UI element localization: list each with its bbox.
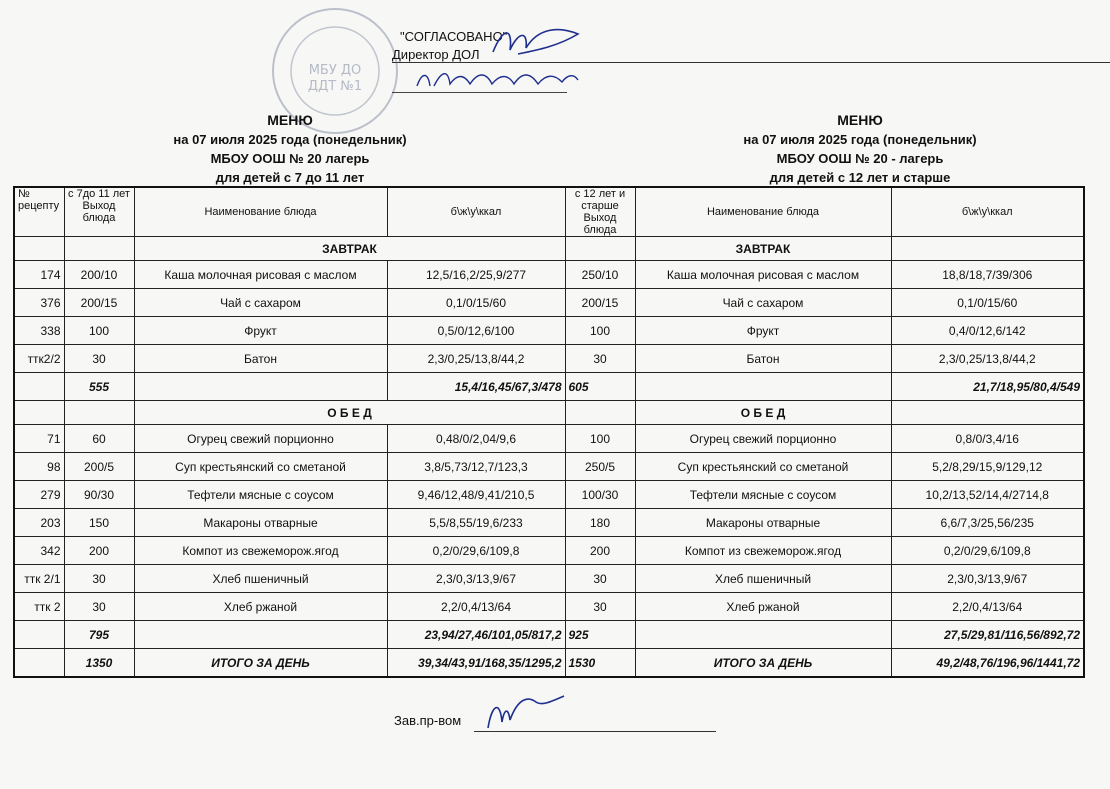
- yield-right: 200/15: [565, 289, 635, 317]
- nutrition-left: 0,2/0/29,6/109,8: [387, 537, 565, 565]
- breakfast-total-yield-left: 555: [64, 373, 134, 401]
- dish-name-right: Фрукт: [635, 317, 891, 345]
- dish-name-left: Фрукт: [134, 317, 387, 345]
- nutrition-right: 0,8/0/3,4/16: [891, 425, 1084, 453]
- recipe-number: ттк 2: [14, 593, 64, 621]
- dish-name-right: Огурец свежий порционно: [635, 425, 891, 453]
- lunch-total-row: [14, 621, 1084, 649]
- right-menu-group: для детей с 12 лет и старше: [769, 170, 951, 185]
- dish-name-right: Чай с сахаром: [635, 289, 891, 317]
- nutrition-right: 2,3/0,3/13,9/67: [891, 565, 1084, 593]
- dish-name-left: Чай с сахаром: [134, 289, 387, 317]
- dish-name-right: Хлеб ржаной: [635, 593, 891, 621]
- left-menu-group: для детей с 7 до 11 лет: [215, 170, 365, 185]
- svg-text:ДДТ №1: ДДТ №1: [307, 79, 363, 94]
- table-row: [14, 509, 1084, 537]
- nutrition-right: 18,8/18,7/39/306: [891, 261, 1084, 289]
- table-row: [14, 537, 1084, 565]
- dish-name-right: Каша молочная рисовая с маслом: [635, 261, 891, 289]
- recipe-number: ттк 2/1: [14, 565, 64, 593]
- yield-left: 200/10: [64, 261, 134, 289]
- yield-right: 250/10: [565, 261, 635, 289]
- yield-right: 100: [565, 425, 635, 453]
- nutrition-right: 2,2/0,4/13/64: [891, 593, 1084, 621]
- nutrition-left: 0,5/0/12,6/100: [387, 317, 565, 345]
- dish-name-right: Тефтели мясные с соусом: [635, 481, 891, 509]
- table-row: [14, 289, 1084, 317]
- yield-right: 100/30: [565, 481, 635, 509]
- day-total-yield-left: 1350: [64, 649, 134, 678]
- approval-divider: [392, 62, 1110, 63]
- nutrition-left: 5,5/8,55/19,6/233: [387, 509, 565, 537]
- recipe-number: 203: [14, 509, 64, 537]
- breakfast-total-yield-right: 605: [565, 373, 635, 401]
- section-row-breakfast: [14, 237, 1084, 261]
- section-label-breakfast-right: ЗАВТРАК: [635, 237, 891, 261]
- breakfast-total-nutrition-right: 21,7/18,95/80,4/549: [891, 373, 1084, 401]
- nutrition-right: 5,2/8,29/15,9/129,12: [891, 453, 1084, 481]
- breakfast-total-nutrition-left: 15,4/16,45/67,3/478: [387, 373, 565, 401]
- day-total-nutrition-left: 39,34/43,91/168,35/1295,2: [387, 649, 565, 678]
- day-total-label-right: ИТОГО ЗА ДЕНЬ: [635, 649, 891, 678]
- dish-name-right: Батон: [635, 345, 891, 373]
- table-row: [14, 425, 1084, 453]
- yield-left: 150: [64, 509, 134, 537]
- header-yield-left: с 7до 11 лет Выход блюда: [64, 187, 134, 237]
- dish-name-left: Каша молочная рисовая с маслом: [134, 261, 387, 289]
- recipe-number: 174: [14, 261, 64, 289]
- left-menu-date: на 07 июля 2025 года (понедельник): [173, 132, 407, 147]
- nutrition-left: 12,5/16,2/25,9/277: [387, 261, 565, 289]
- yield-left: 200/5: [64, 453, 134, 481]
- right-menu-date: на 07 июля 2025 года (понедельник): [743, 132, 977, 147]
- table-row: [14, 317, 1084, 345]
- table-row: [14, 261, 1084, 289]
- recipe-number: 376: [14, 289, 64, 317]
- dish-name-left: Суп крестьянский со сметаной: [134, 453, 387, 481]
- table-row: [14, 453, 1084, 481]
- yield-left: 100: [64, 317, 134, 345]
- dish-name-left: Компот из свежеморож.ягод: [134, 537, 387, 565]
- header-yield-right: с 12 лет и старше Выход блюда: [565, 187, 635, 237]
- header-nutrition-left: б\ж\у\ккал: [387, 187, 565, 237]
- right-menu-title: МЕНЮ: [837, 112, 883, 128]
- table-row: [14, 481, 1084, 509]
- footer-role: Зав.пр-вом: [394, 713, 462, 728]
- table-header-row: [14, 187, 1084, 237]
- nutrition-right: 6,6/7,3/25,56/235: [891, 509, 1084, 537]
- dish-name-left: Хлеб пшеничный: [134, 565, 387, 593]
- dish-name-left: Тефтели мясные с соусом: [134, 481, 387, 509]
- yield-left: 30: [64, 345, 134, 373]
- chef-signature: [478, 692, 568, 734]
- lunch-total-yield-right: 925: [565, 621, 635, 649]
- nutrition-left: 2,3/0,25/13,8/44,2: [387, 345, 565, 373]
- right-menu-header: [685, 111, 1035, 187]
- table-row: [14, 593, 1084, 621]
- table-row: [14, 345, 1084, 373]
- header-dish-left: Наименование блюда: [134, 187, 387, 237]
- recipe-number: 279: [14, 481, 64, 509]
- dish-name-left: Хлеб ржаной: [134, 593, 387, 621]
- approval-role: Директор ДОЛ: [392, 47, 480, 62]
- section-label-lunch-right: О Б Е Д: [635, 401, 891, 425]
- director-name-handwritten: [412, 64, 582, 94]
- menu-table: [13, 186, 1085, 678]
- breakfast-total-row: [14, 373, 1084, 401]
- dish-name-right: Макароны отварные: [635, 509, 891, 537]
- yield-right: 250/5: [565, 453, 635, 481]
- yield-right: 100: [565, 317, 635, 345]
- nutrition-right: 0,1/0/15/60: [891, 289, 1084, 317]
- yield-left: 60: [64, 425, 134, 453]
- header-recipe: № рецепту: [14, 187, 64, 237]
- left-menu-school: МБОУ ООШ № 20 лагерь: [210, 151, 370, 166]
- nutrition-left: 0,1/0/15/60: [387, 289, 565, 317]
- dish-name-right: Компот из свежеморож.ягод: [635, 537, 891, 565]
- nutrition-right: 0,4/0/12,6/142: [891, 317, 1084, 345]
- yield-right: 180: [565, 509, 635, 537]
- dish-name-right: Хлеб пшеничный: [635, 565, 891, 593]
- recipe-number: 71: [14, 425, 64, 453]
- nutrition-left: 2,3/0,3/13,9/67: [387, 565, 565, 593]
- lunch-total-yield-left: 795: [64, 621, 134, 649]
- director-signature: [488, 22, 583, 62]
- header-dish-right: Наименование блюда: [635, 187, 891, 237]
- day-total-nutrition-right: 49,2/48,76/196,96/1441,72: [891, 649, 1084, 678]
- approval-title: "СОГЛАСОВАНО": [400, 29, 508, 44]
- recipe-number: 342: [14, 537, 64, 565]
- yield-right: 30: [565, 565, 635, 593]
- day-total-yield-right: 1530: [565, 649, 635, 678]
- dish-name-right: Суп крестьянский со сметаной: [635, 453, 891, 481]
- header-nutrition-right: б\ж\у\ккал: [891, 187, 1084, 237]
- breakfast-rows: [14, 261, 1084, 373]
- lunch-total-nutrition-left: 23,94/27,46/101,05/817,2: [387, 621, 565, 649]
- lunch-rows: [14, 425, 1084, 621]
- yield-right: 200: [565, 537, 635, 565]
- section-row-lunch: [14, 401, 1084, 425]
- nutrition-left: 0,48/0/2,04/9,6: [387, 425, 565, 453]
- nutrition-left: 2,2/0,4/13/64: [387, 593, 565, 621]
- svg-text:МБУ ДО: МБУ ДО: [308, 63, 362, 78]
- recipe-number: 98: [14, 453, 64, 481]
- dish-name-left: Макароны отварные: [134, 509, 387, 537]
- recipe-number: ттк2/2: [14, 345, 64, 373]
- recipe-number: 338: [14, 317, 64, 345]
- nutrition-right: 0,2/0/29,6/109,8: [891, 537, 1084, 565]
- lunch-total-nutrition-right: 27,5/29,81/116,56/892,72: [891, 621, 1084, 649]
- left-menu-title: МЕНЮ: [267, 112, 313, 128]
- yield-left: 30: [64, 593, 134, 621]
- yield-right: 30: [565, 593, 635, 621]
- nutrition-left: 3,8/5,73/12,7/123,3: [387, 453, 565, 481]
- yield-right: 30: [565, 345, 635, 373]
- day-total-label-left: ИТОГО ЗА ДЕНЬ: [134, 649, 387, 678]
- section-label-breakfast-left: ЗАВТРАК: [134, 237, 565, 261]
- nutrition-right: 10,2/13,52/14,4/2714,8: [891, 481, 1084, 509]
- left-menu-header: [120, 111, 460, 187]
- day-total-row: [14, 649, 1084, 678]
- section-label-lunch-left: О Б Е Д: [134, 401, 565, 425]
- yield-left: 30: [64, 565, 134, 593]
- dish-name-left: Батон: [134, 345, 387, 373]
- nutrition-right: 2,3/0,25/13,8/44,2: [891, 345, 1084, 373]
- right-menu-school: МБОУ ООШ № 20 - лагерь: [776, 151, 944, 166]
- dish-name-left: Огурец свежий порционно: [134, 425, 387, 453]
- nutrition-left: 9,46/12,48/9,41/210,5: [387, 481, 565, 509]
- yield-left: 90/30: [64, 481, 134, 509]
- yield-left: 200: [64, 537, 134, 565]
- yield-left: 200/15: [64, 289, 134, 317]
- table-row: [14, 565, 1084, 593]
